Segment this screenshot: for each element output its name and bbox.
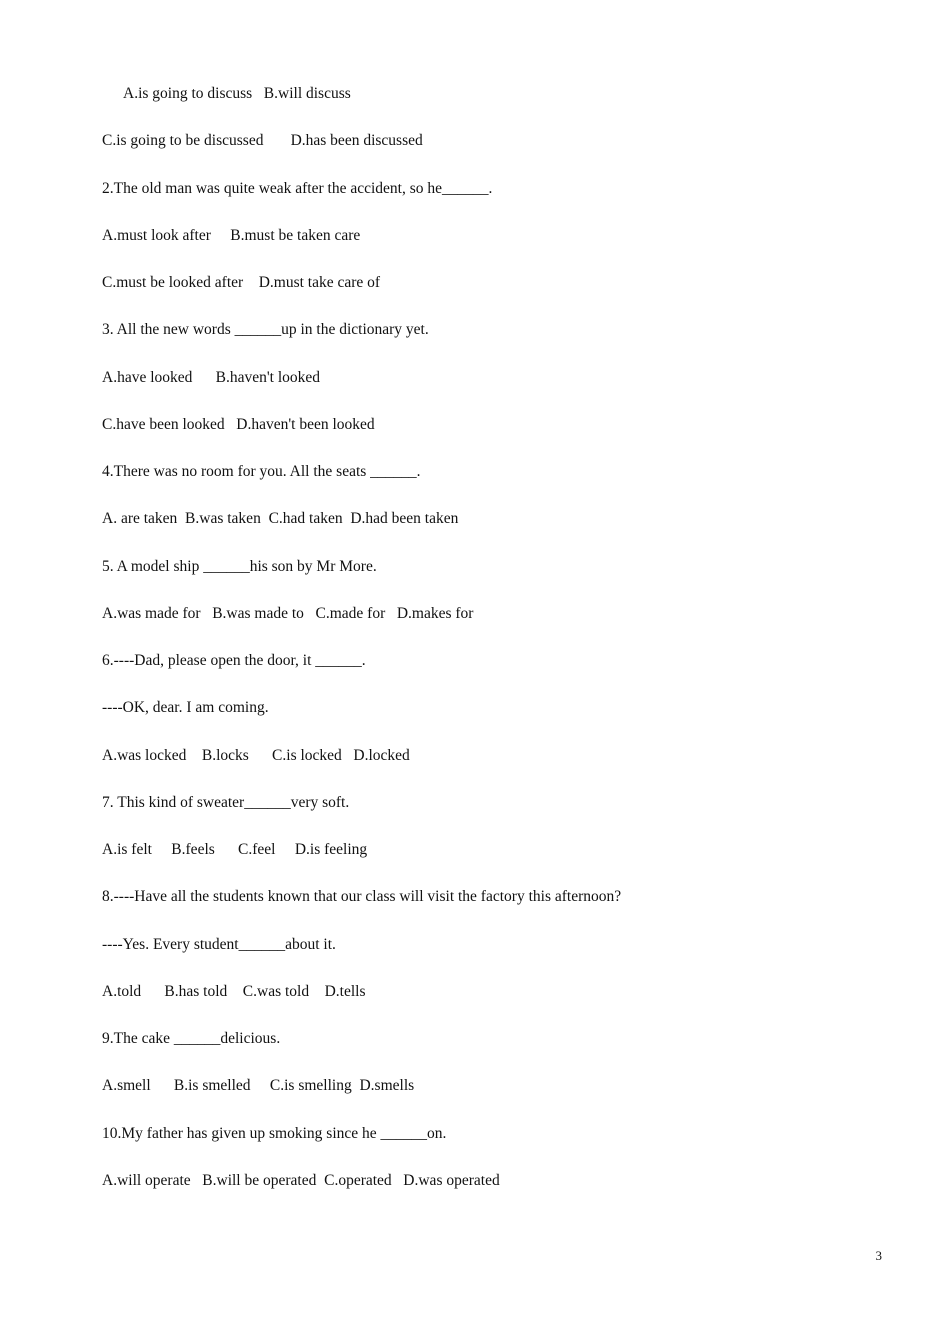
q8-reply: ----Yes. Every student______about it. [102,935,336,953]
q2-options-cd: C.must be looked after D.must take care of [102,274,381,291]
q8-options: A.told B.has told C.was told D.tells [102,982,366,1000]
page-number: 3 [875,1248,882,1263]
q8-stem: 8.----Have all the students known that our class will visit the factory this afternoon? [102,888,622,906]
q1-options-ab: A.is going to discuss B.will discuss [123,85,351,102]
q9-options: A.smell B.is smelled C.is smelling D.smells [102,1077,415,1095]
q7-options: A.is felt B.feels C.feel D.is feeling [102,841,368,858]
q10-options: A.will operate B.will be operated C.operated D.was operated [102,1171,500,1189]
q9-stem: 9.The cake ______delicious. [102,1030,281,1047]
q2-stem: 2.The old man was quite weak after the accident, so he______. [102,179,493,197]
question-list [102,84,862,1218]
q5-stem: 5. A model ship ______his son by Mr More. [102,557,377,575]
q5-options: A.was made for B.was made to C.made for D.makes for [102,604,474,622]
q6-reply: ----OK, dear. I am coming. [102,699,269,717]
q4-options: A. are taken B.was taken C.had taken D.had been taken [102,510,459,528]
q3-stem: 3. All the new words ______up in the dictionary yet. [102,321,429,339]
q3-options-cd: C.have been looked D.haven't been looked [102,415,375,433]
q2-options-ab: A.must look after B.must be taken care [102,226,361,244]
q10-stem: 10.My father has given up smoking since he ______on. [102,1124,447,1142]
q1-options-cd: C.is going to be discussed D.has been discussed [102,132,423,150]
q6-stem: 6.----Dad, please open the door, it ______. [102,652,366,669]
q3-options-ab: A.have looked B.haven't looked [102,368,321,386]
q4-stem: 4.There was no room for you. All the seats ______. [102,463,421,480]
q6-options: A.was locked B.locks C.is locked D.locked [102,746,410,764]
q7-stem: 7. This kind of sweater______very soft. [102,793,350,811]
